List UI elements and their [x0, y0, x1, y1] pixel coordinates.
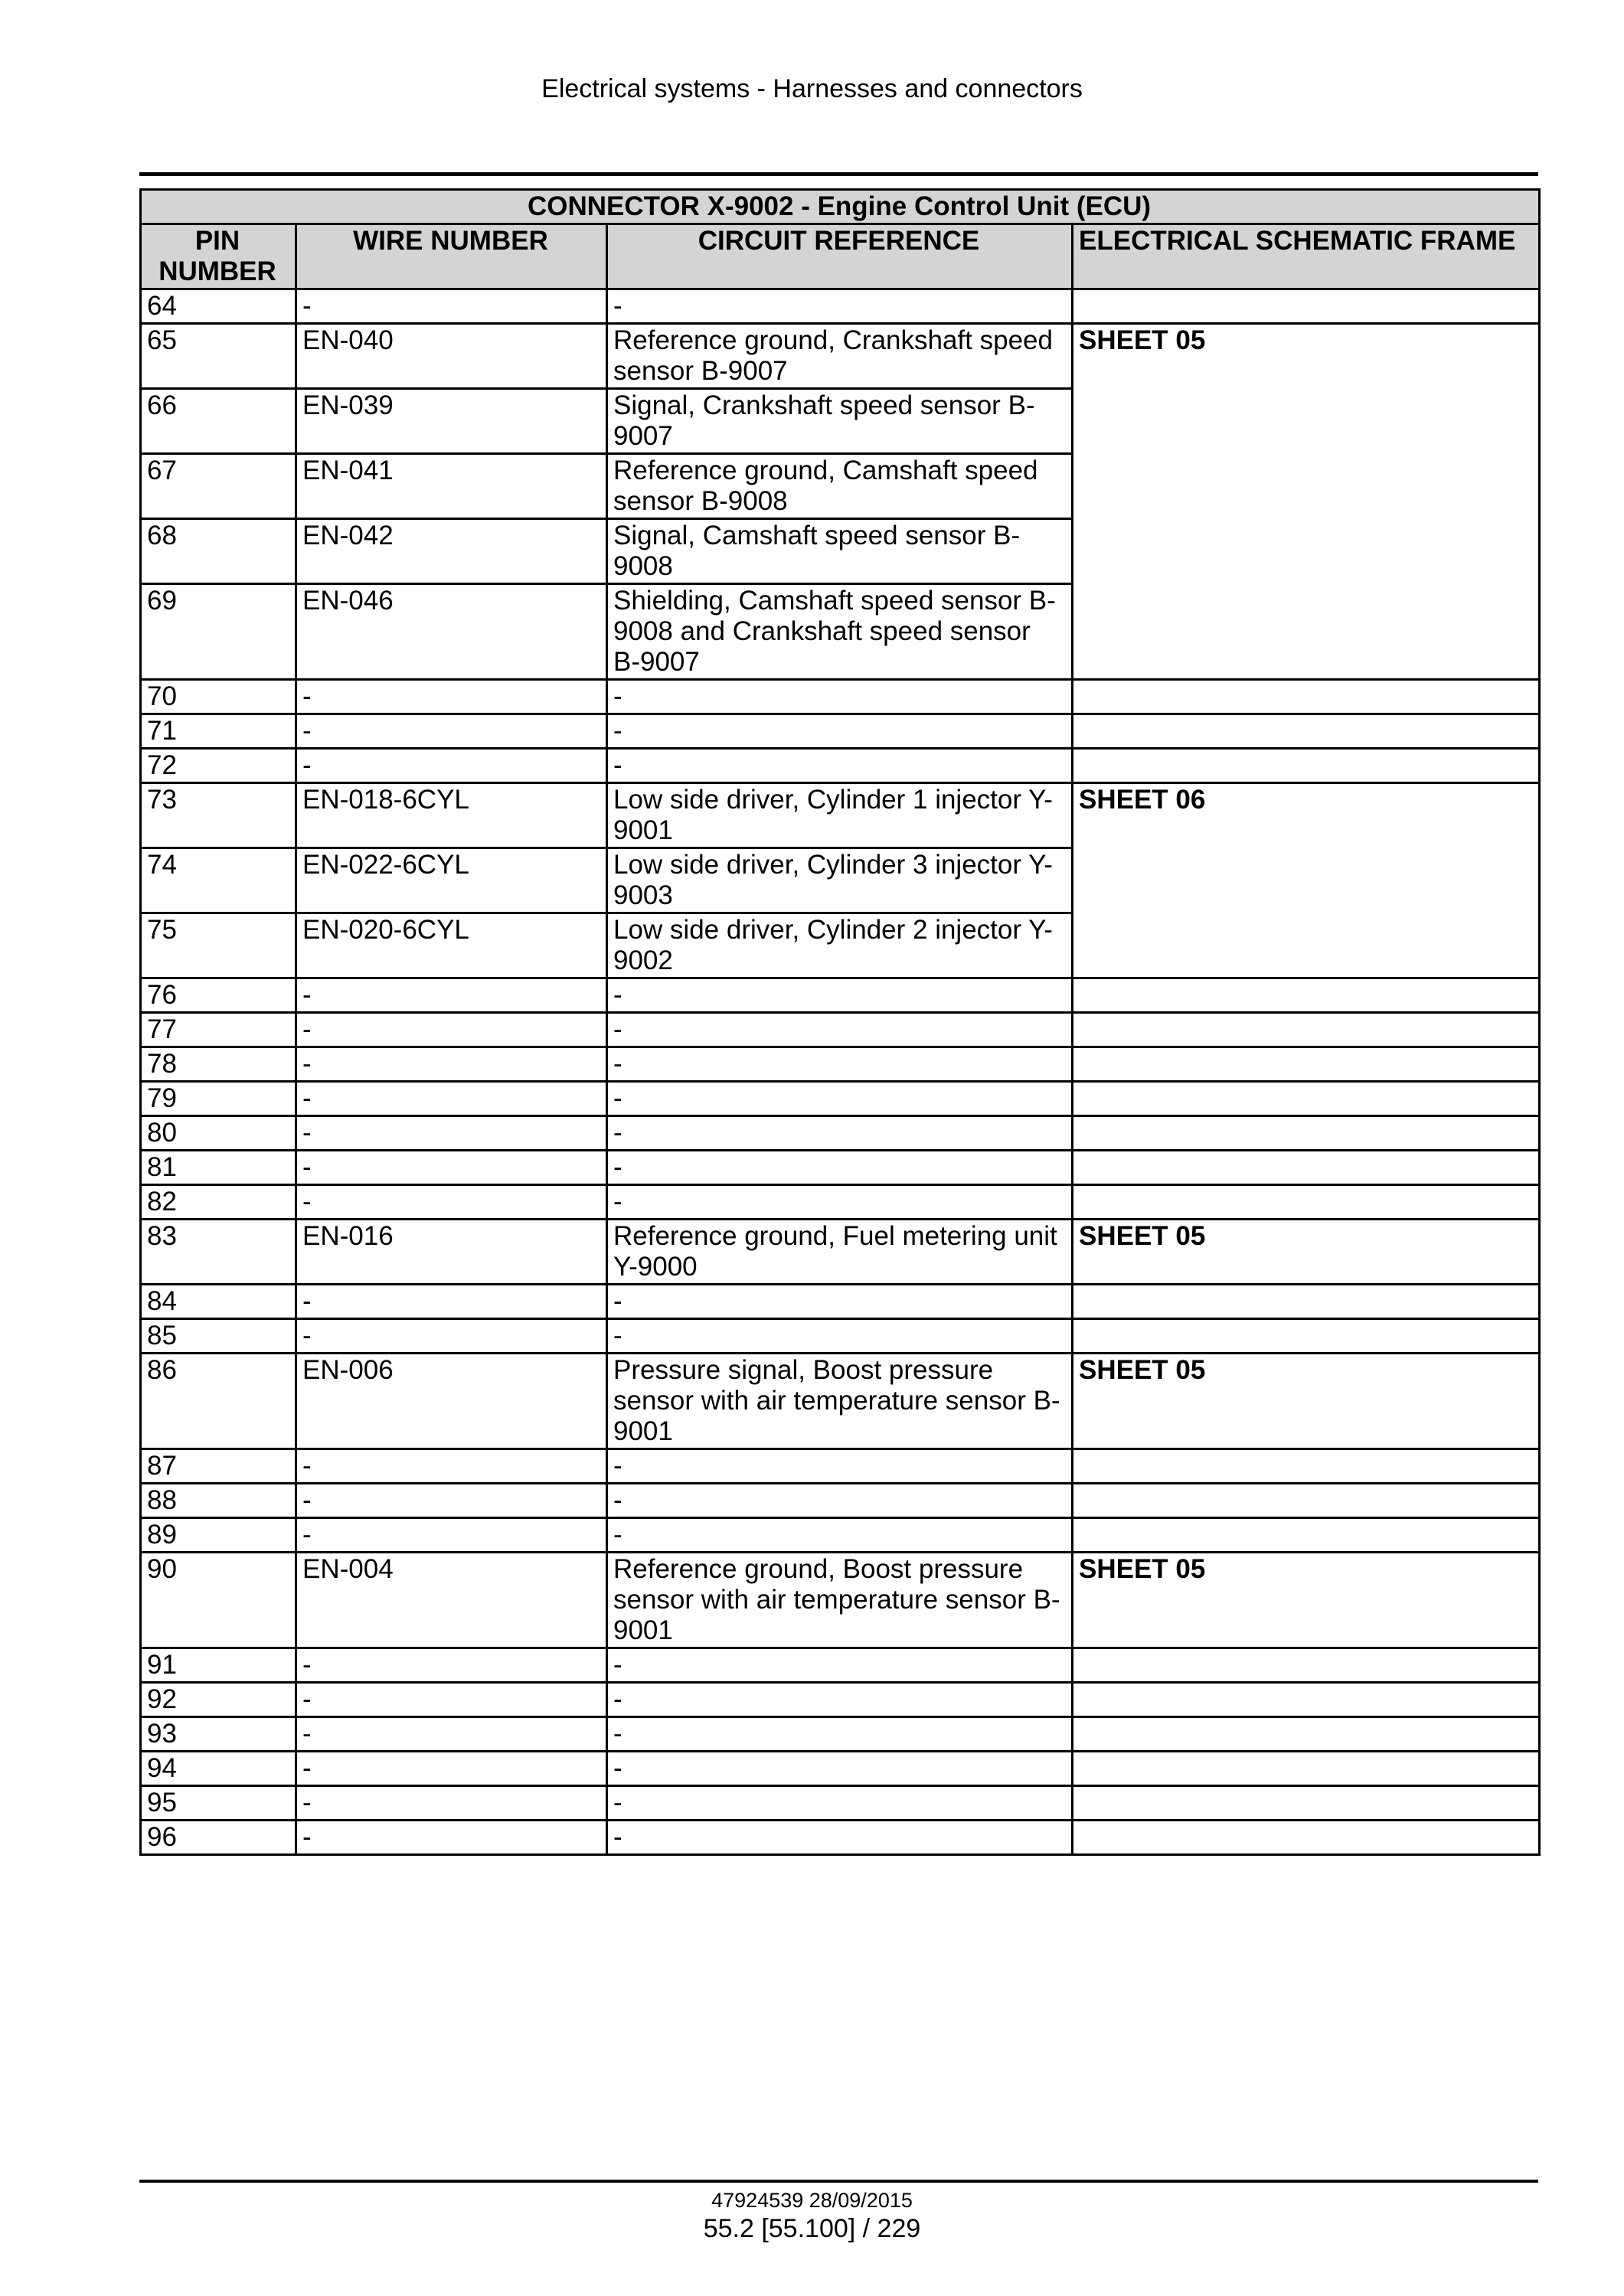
- pin-number-cell: 87: [141, 1449, 296, 1484]
- footer-page-number: 55.2 [55.100] / 229: [703, 2214, 921, 2243]
- circuit-reference-cell: -: [607, 978, 1073, 1013]
- wire-number-cell: EN-046: [296, 584, 607, 680]
- schematic-frame-cell: [1073, 749, 1540, 783]
- wire-number-cell: -: [296, 1151, 607, 1185]
- footer-doc-code: 47924539 28/09/2015: [711, 2189, 913, 2212]
- pin-number-cell: 77: [141, 1013, 296, 1047]
- wire-number-cell: -: [296, 1752, 607, 1786]
- circuit-reference-cell: -: [607, 1047, 1073, 1082]
- connector-table: [139, 188, 1541, 1856]
- column-header-schematic-frame: ELECTRICAL SCHEMATIC FRAME: [1073, 224, 1540, 289]
- circuit-reference-cell: Reference ground, Fuel metering unit Y-9000: [607, 1220, 1073, 1285]
- pin-number-cell: 66: [141, 389, 296, 454]
- pin-number-cell: 91: [141, 1648, 296, 1683]
- wire-number-cell: -: [296, 289, 607, 324]
- wire-number-cell: -: [296, 1285, 607, 1319]
- table-row: [141, 1185, 1540, 1220]
- wire-number-cell: -: [296, 1786, 607, 1821]
- circuit-reference-cell: -: [607, 1648, 1073, 1683]
- wire-number-cell: EN-016: [296, 1220, 607, 1285]
- table-row: [141, 1220, 1540, 1285]
- table-row: [141, 978, 1540, 1013]
- table-row: [141, 1821, 1540, 1855]
- circuit-reference-cell: -: [607, 1285, 1073, 1319]
- pin-number-cell: 81: [141, 1151, 296, 1185]
- table-row: [141, 714, 1540, 749]
- schematic-frame-cell: [1073, 289, 1540, 324]
- pin-number-cell: 96: [141, 1821, 296, 1855]
- circuit-reference-cell: Reference ground, Crankshaft speed sensor B-9007: [607, 324, 1073, 389]
- circuit-reference-cell: -: [607, 1013, 1073, 1047]
- table-row: [141, 1717, 1540, 1752]
- pin-number-cell: 79: [141, 1082, 296, 1116]
- wire-number-cell: EN-040: [296, 324, 607, 389]
- pin-number-cell: 64: [141, 289, 296, 324]
- schematic-frame-cell: [1073, 1648, 1540, 1683]
- circuit-reference-cell: -: [607, 1319, 1073, 1354]
- schematic-frame-cell: SHEET 05: [1073, 1354, 1540, 1449]
- table-row: [141, 783, 1540, 848]
- circuit-reference-cell: Shielding, Camshaft speed sensor B-9008 and Crankshaft speed sensor B-9007: [607, 584, 1073, 680]
- circuit-reference-cell: -: [607, 1717, 1073, 1752]
- circuit-reference-cell: Low side driver, Cylinder 2 injector Y-9002: [607, 913, 1073, 978]
- schematic-frame-cell: [1073, 1518, 1540, 1553]
- schematic-frame-cell: SHEET 05: [1073, 1220, 1540, 1285]
- circuit-reference-cell: Signal, Camshaft speed sensor B-9008: [607, 519, 1073, 584]
- schematic-frame-cell: [1073, 1752, 1540, 1786]
- circuit-reference-cell: -: [607, 1821, 1073, 1855]
- pin-number-cell: 71: [141, 714, 296, 749]
- wire-number-cell: -: [296, 1717, 607, 1752]
- wire-number-cell: -: [296, 749, 607, 783]
- circuit-reference-cell: -: [607, 1185, 1073, 1220]
- schematic-frame-cell: [1073, 680, 1540, 714]
- schematic-frame-cell: [1073, 1683, 1540, 1717]
- table-row: [141, 1285, 1540, 1319]
- table-row: [141, 1449, 1540, 1484]
- wire-number-cell: -: [296, 1013, 607, 1047]
- pin-number-cell: 69: [141, 584, 296, 680]
- circuit-reference-cell: -: [607, 749, 1073, 783]
- circuit-reference-cell: -: [607, 714, 1073, 749]
- wire-number-cell: EN-042: [296, 519, 607, 584]
- wire-number-cell: -: [296, 1185, 607, 1220]
- circuit-reference-cell: -: [607, 1683, 1073, 1717]
- pin-number-cell: 82: [141, 1185, 296, 1220]
- wire-number-cell: -: [296, 1116, 607, 1151]
- pin-number-cell: 68: [141, 519, 296, 584]
- wire-number-cell: -: [296, 1648, 607, 1683]
- page-header: Electrical systems - Harnesses and connectors: [541, 74, 1083, 103]
- wire-number-cell: EN-022-6CYL: [296, 848, 607, 913]
- table-row: [141, 1116, 1540, 1151]
- wire-number-cell: EN-041: [296, 454, 607, 519]
- pin-number-cell: 73: [141, 783, 296, 848]
- table-row: [141, 1013, 1540, 1047]
- pin-number-cell: 90: [141, 1553, 296, 1648]
- circuit-reference-cell: Reference ground, Camshaft speed sensor B-9008: [607, 454, 1073, 519]
- wire-number-cell: -: [296, 1319, 607, 1354]
- table-row: [141, 1484, 1540, 1518]
- circuit-reference-cell: -: [607, 1151, 1073, 1185]
- wire-number-cell: -: [296, 1484, 607, 1518]
- pin-number-cell: 72: [141, 749, 296, 783]
- table-row: [141, 324, 1540, 389]
- table-row: [141, 1082, 1540, 1116]
- table-row: [141, 1553, 1540, 1648]
- schematic-frame-cell: [1073, 1484, 1540, 1518]
- schematic-frame-cell: [1073, 714, 1540, 749]
- column-header-pin-number: PIN NUMBER: [141, 224, 296, 289]
- pin-number-cell: 88: [141, 1484, 296, 1518]
- schematic-frame-cell: [1073, 1449, 1540, 1484]
- header-rule: [139, 172, 1538, 176]
- circuit-reference-cell: -: [607, 1484, 1073, 1518]
- pin-number-cell: 67: [141, 454, 296, 519]
- wire-number-cell: -: [296, 978, 607, 1013]
- circuit-reference-cell: Low side driver, Cylinder 3 injector Y-9003: [607, 848, 1073, 913]
- schematic-frame-cell: [1073, 1319, 1540, 1354]
- wire-number-cell: -: [296, 714, 607, 749]
- circuit-reference-cell: -: [607, 289, 1073, 324]
- wire-number-cell: EN-039: [296, 389, 607, 454]
- wire-number-cell: EN-006: [296, 1354, 607, 1449]
- pin-number-cell: 85: [141, 1319, 296, 1354]
- wire-number-cell: -: [296, 1821, 607, 1855]
- schematic-frame-cell: [1073, 1185, 1540, 1220]
- table-row: [141, 1752, 1540, 1786]
- table-row: [141, 1518, 1540, 1553]
- table-row: [141, 680, 1540, 714]
- wire-number-cell: EN-018-6CYL: [296, 783, 607, 848]
- schematic-frame-cell: [1073, 1285, 1540, 1319]
- schematic-frame-cell: [1073, 1786, 1540, 1821]
- table-body: [141, 289, 1540, 1855]
- table-row: [141, 1047, 1540, 1082]
- pin-number-cell: 76: [141, 978, 296, 1013]
- pin-number-cell: 84: [141, 1285, 296, 1319]
- schematic-frame-cell: [1073, 1821, 1540, 1855]
- schematic-frame-cell: [1073, 1047, 1540, 1082]
- wire-number-cell: -: [296, 1047, 607, 1082]
- pin-number-cell: 92: [141, 1683, 296, 1717]
- table-row: [141, 1319, 1540, 1354]
- column-header-circuit-reference: CIRCUIT REFERENCE: [607, 224, 1073, 289]
- wire-number-cell: EN-004: [296, 1553, 607, 1648]
- schematic-frame-cell: SHEET 05: [1073, 324, 1540, 680]
- circuit-reference-cell: -: [607, 680, 1073, 714]
- circuit-reference-cell: -: [607, 1786, 1073, 1821]
- pin-number-cell: 74: [141, 848, 296, 913]
- wire-number-cell: -: [296, 1683, 607, 1717]
- pin-number-cell: 83: [141, 1220, 296, 1285]
- table-row: [141, 1354, 1540, 1449]
- schematic-frame-cell: [1073, 1116, 1540, 1151]
- circuit-reference-cell: -: [607, 1116, 1073, 1151]
- pin-number-cell: 86: [141, 1354, 296, 1449]
- table-row: [141, 1683, 1540, 1717]
- circuit-reference-cell: Low side driver, Cylinder 1 injector Y-9001: [607, 783, 1073, 848]
- circuit-reference-cell: Signal, Crankshaft speed sensor B-9007: [607, 389, 1073, 454]
- circuit-reference-cell: Reference ground, Boost pressure sensor with air temperature sensor B-9001: [607, 1553, 1073, 1648]
- table-row: [141, 749, 1540, 783]
- pin-number-cell: 89: [141, 1518, 296, 1553]
- schematic-frame-cell: SHEET 05: [1073, 1553, 1540, 1648]
- circuit-reference-cell: -: [607, 1449, 1073, 1484]
- schematic-frame-cell: [1073, 978, 1540, 1013]
- table-row: [141, 1151, 1540, 1185]
- wire-number-cell: -: [296, 680, 607, 714]
- pin-number-cell: 78: [141, 1047, 296, 1082]
- wire-number-cell: EN-020-6CYL: [296, 913, 607, 978]
- pin-number-cell: 94: [141, 1752, 296, 1786]
- pin-number-cell: 95: [141, 1786, 296, 1821]
- table-row: [141, 289, 1540, 324]
- table-title: CONNECTOR X-9002 - Engine Control Unit (ECU): [141, 190, 1540, 224]
- pin-number-cell: 65: [141, 324, 296, 389]
- pin-number-cell: 75: [141, 913, 296, 978]
- table-row: [141, 1786, 1540, 1821]
- pin-number-cell: 70: [141, 680, 296, 714]
- wire-number-cell: -: [296, 1518, 607, 1553]
- circuit-reference-cell: -: [607, 1518, 1073, 1553]
- circuit-reference-cell: -: [607, 1082, 1073, 1116]
- schematic-frame-cell: [1073, 1013, 1540, 1047]
- schematic-frame-cell: [1073, 1151, 1540, 1185]
- wire-number-cell: -: [296, 1082, 607, 1116]
- footer-rule: [139, 2180, 1538, 2183]
- schematic-frame-cell: [1073, 1082, 1540, 1116]
- wire-number-cell: -: [296, 1449, 607, 1484]
- schematic-frame-cell: [1073, 1717, 1540, 1752]
- schematic-frame-cell: SHEET 06: [1073, 783, 1540, 978]
- circuit-reference-cell: Pressure signal, Boost pressure sensor with air temperature sensor B-9001: [607, 1354, 1073, 1449]
- column-header-wire-number: WIRE NUMBER: [296, 224, 607, 289]
- circuit-reference-cell: -: [607, 1752, 1073, 1786]
- table-row: [141, 1648, 1540, 1683]
- pin-number-cell: 80: [141, 1116, 296, 1151]
- pin-number-cell: 93: [141, 1717, 296, 1752]
